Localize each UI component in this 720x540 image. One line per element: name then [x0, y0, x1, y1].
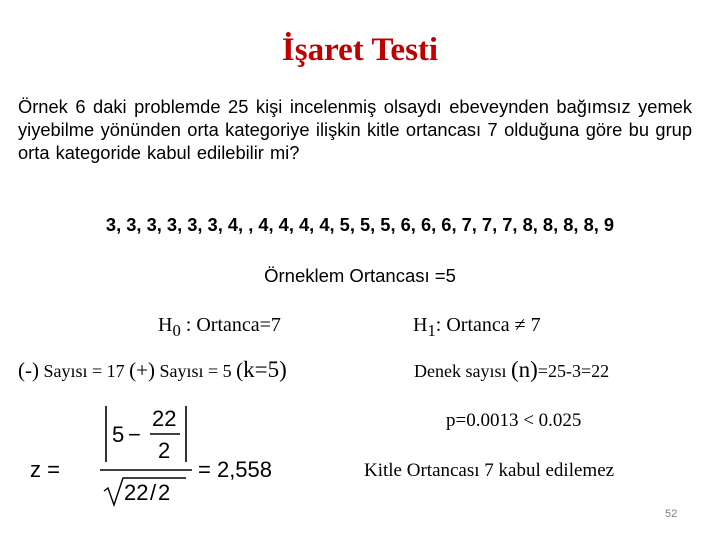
negative-count: Sayısı = 17	[38, 361, 125, 381]
null-hypothesis	[158, 314, 281, 341]
conclusion: Kitle Ortancası 7 kabul edilemez	[364, 460, 615, 481]
page-number: 52	[665, 508, 678, 520]
trial-count	[414, 357, 609, 383]
formula-num-int: 5	[112, 422, 125, 447]
h1-symbol: H	[413, 314, 428, 336]
positive-count: Sayısı = 5	[155, 361, 232, 381]
data-values: 3, 3, 3, 3, 3, 3, 4, , 4, 4, 4, 4, 5, 5, 5, 6, 6, 6, 7, 7, 7, 8, 8, 8, 8, 9	[105, 214, 615, 235]
h1-subscript: 1	[427, 321, 436, 340]
problem-text: Örnek 6 daki problemde 25 kişi incelenmiş olsaydı ebeveynden bağımsız yemek yiyebilme yönünden orta kategoriye ilişkin kitle ortancası 7 olduğuna göre bu grup orta kategoride kabul edilebilir mi?	[18, 96, 692, 163]
sample-median: Örneklem Ortancası =5	[264, 265, 456, 286]
formula-den-den: 2	[158, 480, 171, 505]
h0-text: : Ortanca=7	[180, 314, 281, 336]
formula-frac-den: 2	[158, 438, 171, 463]
trials-label: Denek sayısı	[414, 361, 511, 381]
formula-den-num: 22	[124, 480, 149, 505]
formula-frac-num: 22	[152, 406, 177, 431]
k-value: k=5)	[243, 357, 287, 382]
alternative-hypothesis	[413, 314, 541, 341]
negative-sign: (-)	[18, 358, 39, 382]
h1-text: : Ortanca ≠ 7	[435, 314, 541, 336]
formula-lhs: z =	[30, 457, 60, 482]
positive-sign: (+)	[129, 358, 155, 382]
formula-den-slash: /	[150, 480, 157, 505]
p-value: p=0.0013 < 0.025	[446, 410, 582, 431]
trials-calc: =25-3=22	[537, 361, 610, 381]
sign-counts	[18, 357, 287, 383]
formula-rhs: = 2,558	[198, 457, 273, 482]
slide-title: İşaret Testi	[281, 32, 439, 68]
k-open: (	[236, 358, 244, 382]
h0-symbol: H	[158, 314, 173, 336]
z-formula	[28, 398, 308, 510]
formula-minus: −	[128, 422, 141, 447]
h0-subscript: 0	[172, 321, 181, 340]
trials-n: (n)	[510, 357, 538, 382]
